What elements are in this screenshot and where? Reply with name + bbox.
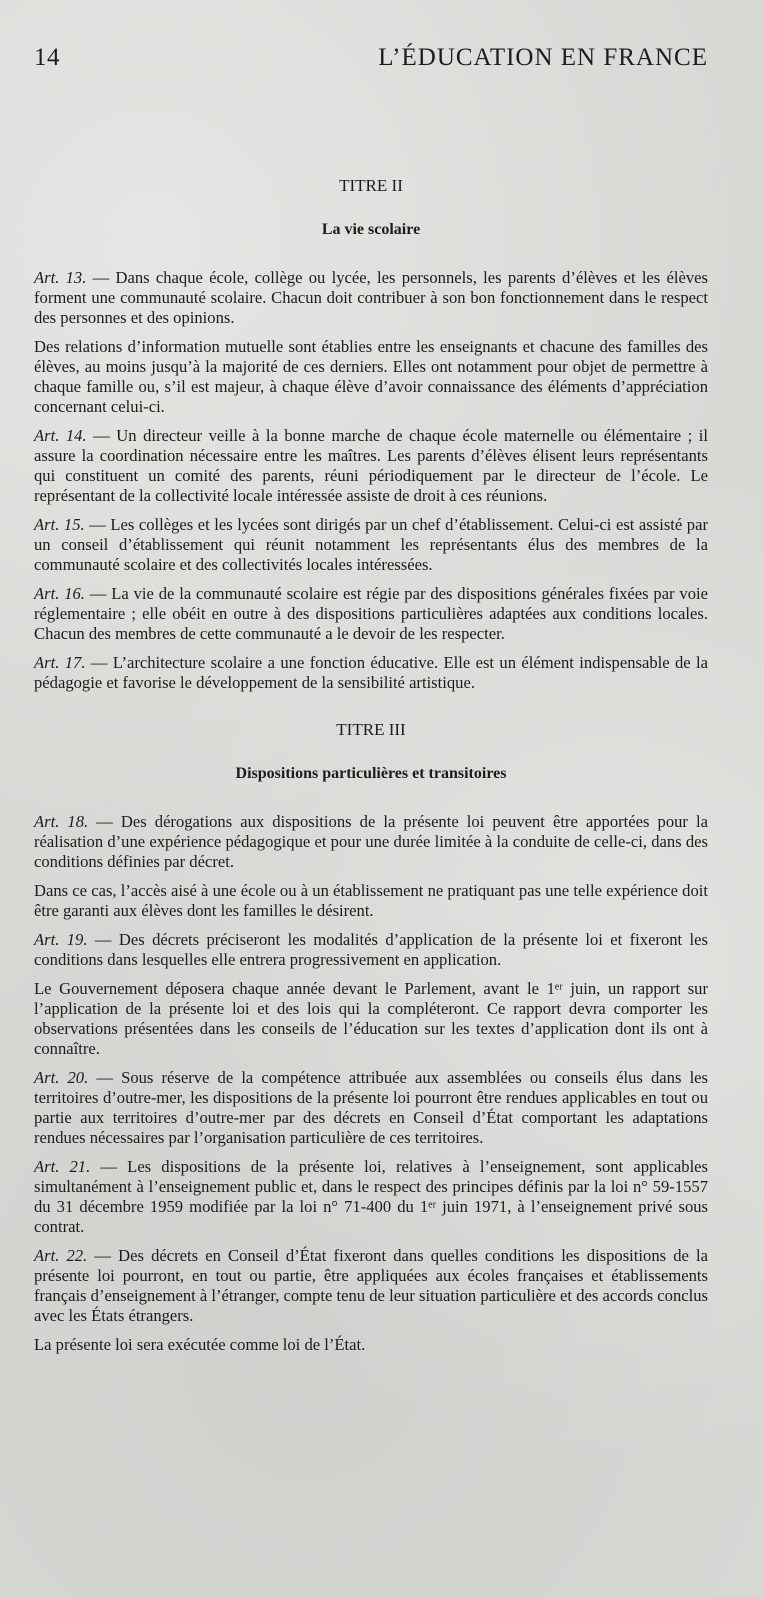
article-paragraph [34,930,708,970]
article-text: — Les collèges et les lycées sont dirigés par un chef d’établissement. Celui-ci est assisté par un conseil d’établissement qui réunit notamment les représentants élus des membres de la communauté scolaire et des collectivités locales intéressées. [34,515,708,574]
article-text: La présente loi sera exécutée comme loi de l’État. [34,1335,366,1354]
article-text: Dans ce cas, l’accès aisé à une école ou à un établissement ne pratiquant pas une telle expérience doit être garanti aux élèves dont les familles le désirent. [34,881,708,920]
article-paragraph [34,653,708,693]
article-label: Art. 22. [34,1246,88,1265]
article-text: — L’architecture scolaire a une fonction éducative. Elle est un élément indispensable de la pédagogie et favorise le développement de la sensibilité artistique. [34,653,708,692]
article-text: — Des décrets en Conseil d’État fixeront dans quelles conditions les dispositions de la présente loi pourront, en tout ou partie, être appliquées aux écoles françaises et établissements français d’enseignement à l’étranger, compte tenu de leur situation particulière et des accords conclus avec les États étrangers. [34,1246,708,1325]
article-label: Art. 17. [34,653,86,672]
article-text: — Les dispositions de la présente loi, relatives à l’enseignement, sont applicables simultanément à l’enseignement public et, dans le respect des principes définis par la loi n° 59-1557 du 31 décembre 1959 modifiée par la loi n° 71-400 du 1ᵉʳ juin 1971, à l’enseignement privé sous contrat. [34,1157,709,1236]
article-paragraph [34,584,708,644]
article-text: Le Gouvernement déposera chaque année devant le Parlement, avant le 1ᵉʳ juin, un rapport sur l’application de la présente loi et des lois qui la compléteront. Ce rapport devra comporter les observations présentées dans les conseils de l’éducation sur les textes d’application dont ils ont à connaître. [34,979,708,1058]
section-spacer [34,702,708,720]
article-text: Des relations d’information mutuelle sont établies entre les enseignants et chacune des familles des élèves, au moins jusqu’à la majorité de ces derniers. Elles ont notamment pour objet de permettre à chaque famille ou, s’il est majeur, à chaque élève d’avoir connaissance des éléments d’appréciation concernant celui-ci. [34,337,708,416]
closing-paragraph [34,1335,708,1355]
article-paragraph [34,1246,708,1326]
article-text: — Sous réserve de la compétence attribuée aux assemblées ou conseils élus dans les territoires d’outre-mer, les dispositions de la présente loi pourront être rendues applicables en tout ou partie aux territoires d’outre-mer par des décrets en Conseil d’État comportant les adaptations rendues nécessaires par l’organisation particulière de ces territoires. [34,1068,708,1147]
article-paragraph [34,979,708,1059]
article-label: Art. 15. [34,515,85,534]
article-label: Art. 14. [34,426,87,445]
article-paragraph [34,812,708,872]
article-text: — Un directeur veille à la bonne marche de chaque école maternelle ou élémentaire ; il assure la coordination nécessaire entre les maîtres. Les parents d’élèves élisent leurs représentants qui constituent un comité des parents, réuni périodiquement par le directeur de l’école. Le représentant de la collectivité locale intéressée assiste de droit à ces réunions. [34,426,708,505]
article-label: Art. 20. [34,1068,89,1087]
running-title: L’ÉDUCATION EN FRANCE [378,44,708,71]
article-paragraph [34,1157,708,1237]
article-text: — Des décrets préciseront les modalités d’application de la présente loi et fixeront les conditions dans lesquelles elle entrera progressivement en application. [34,930,708,969]
article-label: Art. 13. [34,268,87,287]
article-text: — Dans chaque école, collège ou lycée, les personnels, les parents d’élèves et les élèves forment une communauté scolaire. Chacun doit contribuer à son bon fonctionnement dans le respect des personnes et des opinions. [34,268,708,327]
article-label: Art. 16. [34,584,85,603]
article-paragraph [34,881,708,921]
article-label: Art. 21. [34,1157,91,1176]
document-body [34,176,708,1364]
running-header [34,44,708,72]
section-subtitle: Dispositions particulières et transitoires [235,765,507,782]
article-label: Art. 18. [34,812,89,831]
article-text: — La vie de la communauté scolaire est régie par des dispositions générales fixées par voie réglementaire ; elle obéit en outre à des dispositions particulières adaptées aux conditions locales. Chacun des membres de cette communauté a le devoir de les respecter. [34,584,708,643]
article-paragraph [34,268,708,328]
article-label: Art. 19. [34,930,88,949]
section-heading: TITRE III [336,720,406,739]
article-paragraph [34,515,708,575]
section-heading: TITRE II [339,176,403,195]
article-paragraph [34,337,708,417]
article-text: — Des dérogations aux dispositions de la présente loi peuvent être apportées pour la réalisation d’une expérience pédagogique et pour une durée limitée à la conduite de celle-ci, dans des conditions définies par décret. [34,812,708,871]
article-paragraph [34,1068,708,1148]
article-paragraph [34,426,708,506]
page-number: 14 [34,44,60,71]
section-subtitle: La vie scolaire [321,221,421,238]
